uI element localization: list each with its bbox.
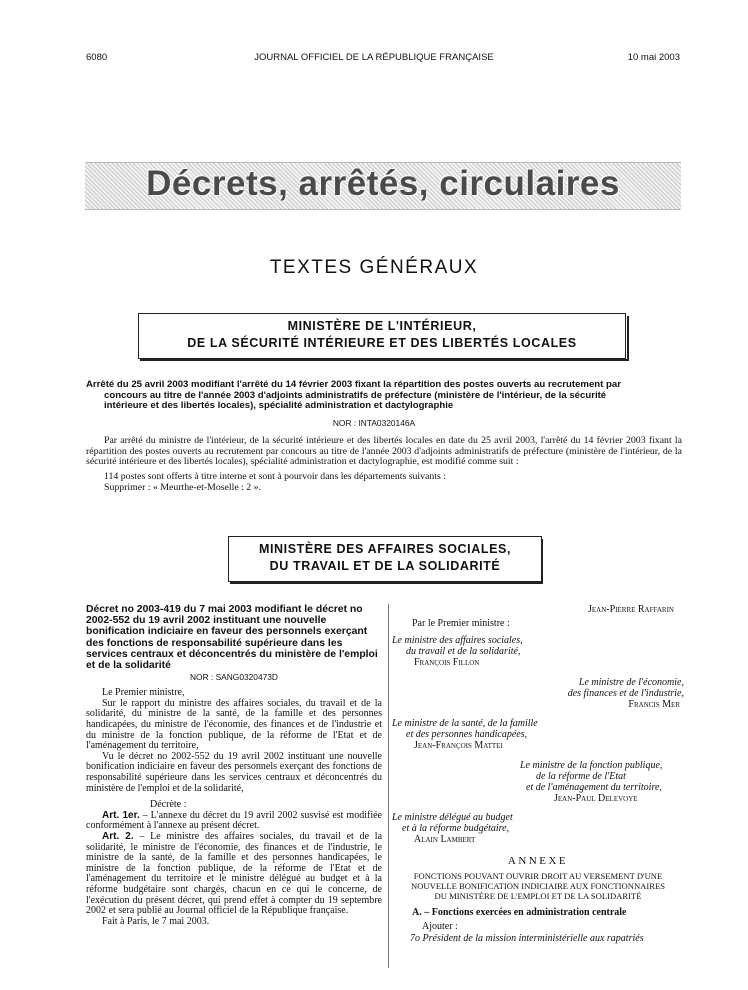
annexe-subtitle-line: DU MINISTÈRE DE L'EMPLOI ET DE LA SOLIDARITÉ xyxy=(434,891,642,901)
signature-name: François Fillon xyxy=(414,657,480,668)
signature-title: de la réforme de l'Etat xyxy=(536,771,626,782)
paragraph: Le Premier ministre, xyxy=(102,687,185,699)
signature-by: Par le Premier ministre : xyxy=(412,618,510,629)
article-text: – L'annexe du décret du 19 avril 2002 susvisé est modifiée conformément à l'annexe au présent décret. xyxy=(86,809,382,832)
signature-title: Le ministre des affaires sociales, xyxy=(392,635,523,646)
annexe-ajouter: Ajouter : xyxy=(422,921,458,932)
box-shadow xyxy=(627,316,629,361)
arrete-title-line: Arrêté du 25 avril 2003 modifiant l'arrêté du 14 février 2003 fixant la répartition des postes ouverts au recrutement par xyxy=(86,379,621,390)
signature-name: Jean-Pierre Raffarin xyxy=(588,604,674,615)
signature-title: Le ministre de la fonction publique, xyxy=(520,760,663,771)
masthead-title: Décrets, arrêtés, circulaires xyxy=(146,164,620,203)
article-1 xyxy=(86,811,382,832)
annexe-subtitle xyxy=(392,871,684,901)
signature-name: Alain Lambert xyxy=(414,834,476,845)
paragraph: Par arrêté du ministre de l'intérieur, de la sécurité intérieure et des libertés locales en date du 25 avril 2003, l'arrêté du 14 février 2003 fixant la répartition des postes ouverts au recrutement par concours au titre de l'année 2003 d'adjoints administratifs de préfecture (ministère de l'intérieur, de la sécurité intérieure et des libertés locales), spécialité administration et dactylographie, est modifié comme suit : xyxy=(86,435,682,468)
nor-reference: NOR : INTA0320146A xyxy=(332,418,416,428)
box-shadow xyxy=(140,359,629,361)
article-text: – Le ministre des affaires sociales, du travail et de la solidarité, le ministre de l'économie, des finances et de l'industrie, le ministre de la santé, de la famille et des personnes handicapées, le ministre de la fonction publique, de la réforme de l'Etat et de l'aménagement du territoire et le ministre délégué au budget et à la réforme budgétaire sont chargés, chacun en ce qui le concerne, de l'exécution du présent décret, qui prend effet à compter du 19 septembre 2002 et sera publié au Journal officiel de la République française. xyxy=(86,830,383,917)
decrete-label: Décrète : xyxy=(150,799,187,811)
column-divider xyxy=(388,604,389,968)
signature-title: du travail et de la solidarité, xyxy=(406,646,521,657)
page-number: 6080 xyxy=(86,52,108,63)
signature-title: Le ministre de l'économie, xyxy=(578,677,684,688)
paragraph: Sur le rapport du ministre des affaires sociales, du travail et de la solidarité, du ministre de la santé, de la famille et des personnes handicapées, du ministre de l'économie, des finances et de l'industrie et du ministre de la fonction publique, de la réforme de l'Etat et de l'aménagement du territoire, xyxy=(86,697,382,752)
annexe-heading: ANNEXE xyxy=(507,855,569,867)
done-at: Fait à Paris, le 7 mai 2003. xyxy=(102,915,210,927)
article-label: Art. 2. xyxy=(102,830,134,842)
box-shadow xyxy=(230,582,543,584)
ministry-box xyxy=(138,313,626,359)
annexe-section-a: A. – Fonctions exercées en administration centrale xyxy=(412,907,627,918)
signature-title: et des personnes handicapées, xyxy=(406,729,528,740)
ministry-line: DU TRAVAIL ET DE LA SOLIDARITÉ xyxy=(269,559,501,573)
arrete-title-line: concours au titre de l'année 2003 d'adjoints administratifs de préfecture (ministère de l'intérieur, de la sécurité xyxy=(104,389,607,401)
article-2 xyxy=(86,832,382,917)
signature-title: et à la réforme budgétaire, xyxy=(402,823,510,834)
masthead-banner xyxy=(85,162,681,210)
annexe-subtitle-line: FONCTIONS POUVANT OUVRIR DROIT AU VERSEMENT D'UNE xyxy=(413,871,663,881)
decret-title: Décret no 2003-419 du 7 mai 2003 modifiant le décret no 2002-552 du 19 avril 2002 instituant une nouvelle bonification indiciaire en faveur des personnels exerçant des fonctions de responsabilité supérieure dans les services centraux et déconcentrés du ministère de l'emploi et de la solidarité xyxy=(86,604,378,672)
issue-date: 10 mai 2003 xyxy=(627,52,680,63)
paragraph: Supprimer : « Meurthe-et-Moselle : 2 ». xyxy=(104,482,261,493)
signature-name: Francis Mer xyxy=(628,699,680,710)
signature-title: des finances et de l'industrie, xyxy=(567,688,684,699)
ministry-line: DE LA SÉCURITÉ INTÉRIEURE ET DES LIBERTÉS LOCALES xyxy=(187,336,577,350)
signature-title: Le ministre de la santé, de la famille xyxy=(392,718,538,729)
article-label: Art. 1er. xyxy=(102,809,140,821)
arrete-title xyxy=(86,380,682,412)
ministry-line: MINISTÈRE DES AFFAIRES SOCIALES, xyxy=(258,542,512,556)
annexe-subtitle-line: NOUVELLE BONIFICATION INDICIAIRE AUX FONCTIONNAIRES xyxy=(411,881,665,891)
nor-reference: NOR : SANG0320473D xyxy=(190,672,278,683)
journal-title: JOURNAL OFFICIEL DE LA RÉPUBLIQUE FRANÇAISE xyxy=(254,52,494,63)
signature-name: Jean-Paul Delevoye xyxy=(554,793,638,804)
section-title: TEXTES GÉNÉRAUX xyxy=(269,257,479,278)
signature-name: Jean-François Mattei xyxy=(414,740,503,751)
paragraph: Vu le décret no 2002-552 du 19 avril 2002 instituant une nouvelle bonification indiciaire en faveur des personnels exerçant des fonctions de responsabilité supérieure dans les services centraux et déconcentrés du ministère de l'emploi et de la solidarité, xyxy=(86,750,382,794)
paragraph: 114 postes sont offerts à titre interne et sont à pourvoir dans les départements suivants : xyxy=(104,471,447,482)
annexe-item: 7o Président de la mission interministérielle aux rapatriés xyxy=(410,933,644,944)
arrete-title-line: intérieure et des libertés locales), spécialité administration et dactylographie xyxy=(104,400,454,411)
left-column xyxy=(86,604,382,927)
ministry-box xyxy=(228,536,542,582)
signature-title: et de l'aménagement du territoire, xyxy=(526,782,662,793)
ministry-line: MINISTÈRE DE L'INTÉRIEUR, xyxy=(287,319,477,333)
right-column xyxy=(392,604,684,944)
signature-title: Le ministre délégué au budget xyxy=(392,812,513,823)
